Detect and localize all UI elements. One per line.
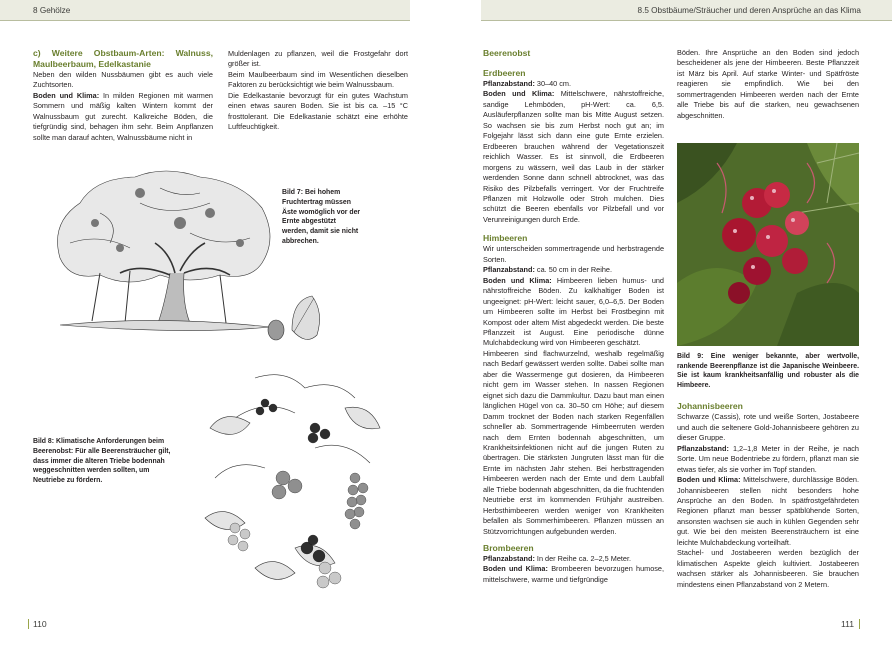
paragraph: Muldenlagen zu pflanzen, weil die Frostgefahr dort größer ist.	[228, 49, 408, 69]
bold-label: Pflanzabstand:	[483, 79, 535, 88]
running-header-right	[481, 0, 892, 21]
bold-label: Boden und Klima:	[33, 90, 100, 100]
bold-label: Pflanzabstand:	[483, 554, 535, 564]
text: 1,2–1,8 Meter in der Reihe, je nach Sorte. Um neue Bodentriebe zu fördern, pflanzt man sie etwas tiefer, als sie vorher im Topf standen.	[677, 443, 859, 474]
section-title: c) Weitere Obstbaum-Arten: Walnuss, Maulbeerbaum, Edelkastanie	[33, 48, 213, 69]
header-text-left: 8 Gehölze	[33, 6, 71, 15]
walnut-tree-illustration	[40, 163, 280, 338]
spacer	[483, 59, 664, 68]
paragraph	[483, 79, 664, 89]
bold-label: Boden und Klima:	[483, 89, 555, 99]
walnut-leaf-illustration	[262, 290, 332, 350]
subheading-brombeeren: Brombeeren	[483, 543, 534, 554]
header-text-right: 8.5 Obstbäume/Sträucher und deren Ansprüche an das Klima	[637, 6, 861, 15]
text: Himbeeren lieben humus- und nährstoffreiche Böden. Zu kalkhaltiger Boden ist ungeeignet: pH-Wert: leicht sauer, 6,0–6,5. Der Boden um Himbeeren sollte im Herbst bei Frostbeginn mit Kompost oder altem Mist abgedeckt werden. Die beste Pflanzzeit ist August. Eine periodische dünne Mulchabdeckung wird von Himbeeren geschätzt.	[483, 275, 664, 348]
text: In milden Regionen mit warmen Sommern und mäßig kalten Wintern kommt der Walnussbaum gut zurecht. Kalkreiche Böden, die tiefgründig sind, behagen ihm sehr. Beim Anpflanzen sollte man darauf achten, Walnussbäume nicht in	[33, 90, 213, 142]
bold-label: Boden und Klima:	[483, 564, 548, 574]
paragraph	[483, 89, 664, 225]
paragraph	[483, 554, 664, 564]
bold-label: Pflanzabstand:	[483, 265, 535, 275]
bold-label: Pflanzabstand:	[677, 443, 729, 453]
subheading-himbeeren: Himbeeren	[483, 233, 528, 244]
paragraph: Beim Maulbeerbaum sind im Wesentlichen dieselben Faktoren zu berücksichtigt wie beim Walnussbaum.	[228, 69, 408, 90]
spacer	[483, 225, 664, 233]
bold-label: Boden und Klima:	[483, 275, 552, 285]
text: 30–40 cm.	[534, 79, 572, 88]
section-heading-beerenobst: Beerenobst	[483, 48, 531, 58]
subheading-johannisbeeren: Johannisbeeren	[677, 401, 743, 412]
right-column-2	[677, 48, 859, 121]
text: Mittelschwere, nährstoffreiche, sandige Lehmböden, pH-Wert: ca. 6,5. Ausläuferpflanzen sollte man bis Mitte August setzen. So wachsen sie bis zum Herbst noch gut an; im Folgejahr lässt sich dann eine gute Ernte erzielen. Erdbeeren brauchen während der Vegetationszeit reichlich Wasser. Es ist sinnvoll, die Erdbeeren morgens zu wässern, weil das Laub in der stärker werdenden Sonne dann schnell abtrocknet, was das Risiko des Pilzbefalls verringert. Vor der Fruchtreife Pflanzen mit Holzwolle oder Stroh mulchen. Dies schützt die Beeren ebenfalls vor Pilzbefall und vor Verunreinigungen durch Erde.	[483, 89, 664, 224]
paragraph	[33, 91, 213, 143]
text: ca. 50 cm in der Reihe.	[534, 265, 612, 275]
page-number-left: 110	[28, 619, 47, 629]
text: In der Reihe ca. 2–2,5 Meter.	[534, 554, 632, 564]
right-column-1	[483, 48, 664, 585]
spacer	[677, 390, 859, 401]
subheading-erdbeeren: Erdbeeren	[483, 68, 526, 78]
paragraph	[483, 265, 664, 275]
caption-bild-9: Bild 9: Eine weniger bekannte, aber wertvolle, rankende Beerenpflanze ist die Japanische Weinbeere. Sie ist kaum krankheitsanfällig und robuster als die Himbeere.	[677, 353, 859, 389]
paragraph: Die Edelkastanie bevorzugt für ein gutes Wachstum einen etwas sauren Boden. Sie ist bis ca. –15 °C frosttolerant. Die Edelkastanie schätzt eine erhöhte Luftfeuchtigkeit.	[228, 90, 408, 132]
paragraph: Himbeeren sind flachwurzelnd, weshalb regelmäßig nach Bedarf gewässert werden sollte. Dabei sollte man aber die Wassermenge gut dosieren, da Himbeeren nicht gern im Wasser stehen. In nassen Regionen eignet sich dazu die Dammkultur. Dazu baut man einen länglichen Hügel von ca. 30–50 cm Höhe; auf diesem Damm trocknet der Boden nach starken Regenfällen schneller ab. Sommertragende Himbeerruten werden nach dem Ernten bodennah abgeschnitten, um Krankheitsinfektionen nicht auf die jungen Ruten zu übertragen. Die stärksten Jungruten lässt man für die Ernte im nächsten Jahr stehen. Bei herbsttragenden Himbeeren werden nach der Ernte und dem Laubfall alle Triebe bodennah abgeschnitten, da die fruchtenden Neutriebe erst im kommenden Frühjahr austreiben. Herbsthimbeeren werden weniger von Krankheiten befallen als Sommerhimbeeren. Pflanzen müssen an Stützvorrichtungen aufgebunden werden.	[483, 348, 664, 536]
paragraph: Neben den wilden Nussbäumen gibt es auch viele Zuchtsorten.	[33, 70, 213, 90]
caption-bild-7: Bild 7: Bei hohem Fruchtertrag müssen Äste womöglich vor der Ernte abgestützt werden, damit sie nicht abbrechen.	[282, 189, 361, 245]
running-header-left	[0, 0, 410, 21]
left-column-1	[33, 48, 213, 143]
paragraph	[677, 475, 859, 548]
berry-bushes-illustration	[195, 368, 390, 603]
right-column-2-lower	[677, 352, 859, 590]
caption-bild-8: Bild 8: Klimatische Anforderungen beim Beerenobst: Für alle Beerensträucher gilt, dass immer die älteren Triebe bodennah weggeschnitten werden sollten, um Neutriebe zu fördern.	[33, 438, 171, 485]
left-column-2	[228, 49, 408, 133]
paragraph: Wir unterscheiden sommertragende und herbstragende Sorten.	[483, 244, 664, 264]
page-number-right: 111	[837, 619, 860, 629]
text: Mittelschwere, durchlässige Böden. Johannisbeeren stellen nicht besonders hohe Ansprüche an den Boden. In spätfrostgefährdeten Regionen pflanzt man besser spätblühende Sorten, ansonsten wachsen sie auch in kühlen Gegenden sehr gut. Wie bei den meisten Beerensträuchern ist eine leichte Mulchabdeckung vorteilhaft.	[677, 475, 859, 547]
text: Brombeeren bevorzugen humose, mittelschwere, warme und tiefgründige	[483, 564, 665, 584]
paragraph: Stachel- und Jostabeeren werden bezüglich der klimatischen Aspekte gleich kultiviert. Jostabeeren wachsen stärker als Johannisbeeren. Sie brauchen mindestens einen Pflanzabstand von 2 Metern.	[677, 548, 859, 589]
paragraph	[483, 276, 664, 349]
paragraph: Böden. Ihre Ansprüche an den Boden sind jedoch bescheidener als jene der Himbeeren. Beste Pflanzzeit ist März bis April. Auf starke Winter- und Spätfröste reagieren sie empfindlich. Wie bei den sommertragenden Himbeeren werden nach der Ernte alle Triebe bis auf die starken, neu gewachsenen abgeschnitten.	[677, 48, 859, 120]
paragraph: Schwarze (Cassis), rote und weiße Sorten, Jostabeere und auch die seltenere Gold-Johannisbeere gehören zu dieser Gruppe.	[677, 412, 859, 443]
gutter	[410, 0, 481, 648]
wineberry-photo	[677, 143, 859, 346]
paragraph	[677, 444, 859, 475]
bold-label: Boden und Klima:	[677, 475, 741, 485]
paragraph	[483, 564, 664, 585]
